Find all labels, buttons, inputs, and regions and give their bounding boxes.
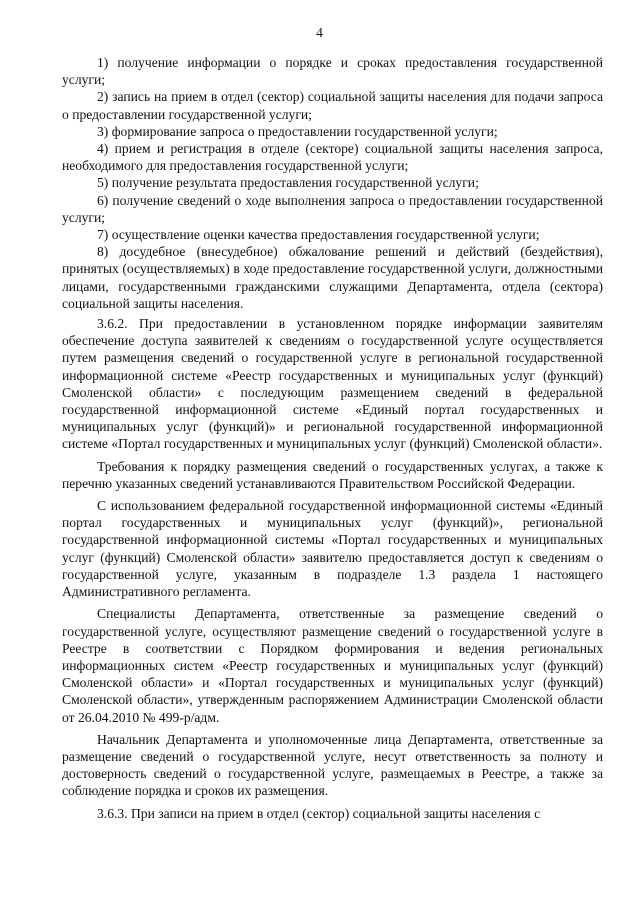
paragraph-3-6-3: 3.6.3. При записи на прием в отдел (сектор) социальной защиты населения с — [97, 805, 541, 821]
list-item-5: 5) получение результата предоставления государственной услуги; — [97, 175, 479, 191]
list-item-2: 2) запись на прием в отдел (сектор) социальной защиты населения для подачи запроса о предоставлении государственной услуги; — [62, 89, 603, 122]
document-body — [62, 54, 603, 822]
list-item-7: 7) осуществление оценки качества предоставления государственной услуги; — [97, 227, 540, 243]
paragraph-requirements: Требования к порядку размещения сведений о государственных услугах, а также к перечню указанных сведений устанавливаются Правительством Российской Федерации. — [62, 458, 603, 491]
list-item-4: 4) прием и регистрация в отделе (секторе) социальной защиты населения запроса, необходимого для предоставления государственной услуги; — [62, 141, 603, 174]
list-item-1: 1) получение информации о порядке и сроках предоставления государственной услуги; — [62, 55, 603, 88]
list-item-8: 8) досудебное (внесудебное) обжалование решений и действий (бездействия), принятых (осуществляемых) в ходе предоставление государственной услуги, должностными лицами, государственными гражданскими служащими Департамента, отдела (сектора) социальной защиты населения. — [62, 244, 603, 311]
list-item-3: 3) формирование запроса о предоставлении государственной услуги; — [97, 123, 498, 139]
paragraph-specialists: Специалисты Департамента, ответственные за размещение сведений о государственной услуге, осуществляют размещение сведений о государственной услуге в Реестре в соответствии с Порядком формирования и ведения региональных информационных систем «Реестр государственных и муниципальных услуг (функций) Смоленской области» и «Портал государственных и муниципальных услуг (функций) Смоленской области», утвержденным распоряжением Администрации Смоленской области от 26.04.2010 № 499-р/адм. — [62, 606, 603, 725]
paragraph-3-6-2: 3.6.2. При предоставлении в установленном порядке информации заявителям обеспечение доступа заявителей к сведениям о государственной услуге осуществляется путем размещения сведений о государственной услуге в региональной государственной информационной системе «Реестр государственных и муниципальных услуг (функций) Смоленской области» с последующим размещением сведений в федеральной государственной информационной системе «Единый портал государственных и муниципальных услуг (функций)» и региональной государственной информационной системе «Портал государственных и муниципальных услуг (функций) Смоленской области». — [62, 316, 603, 452]
paragraph-portal-access: С использованием федеральной государственной информационной системы «Единый портал государственных и муниципальных услуг (функций)», региональной государственной информационной системы «Портал государственных и муниципальных услуг (функций) Смоленской области» заявителю предоставляется доступ к сведениям о государственной услуге, указанным в подразделе 1.3 раздела 1 настоящего Административного регламента. — [62, 498, 603, 600]
page-number: 4 — [316, 25, 323, 40]
paragraph-responsibility: Начальник Департамента и уполномоченные лица Департамента, ответственные за размещение сведений о государственной услуге, несут ответственность за полноту и достоверность сведений о государственной услуге, размещаемых в Реестре, а также за соблюдение порядка и сроков их размещения. — [62, 731, 603, 799]
list-item-6: 6) получение сведений о ходе выполнения запроса о предоставлении государственной услуги; — [62, 192, 603, 225]
